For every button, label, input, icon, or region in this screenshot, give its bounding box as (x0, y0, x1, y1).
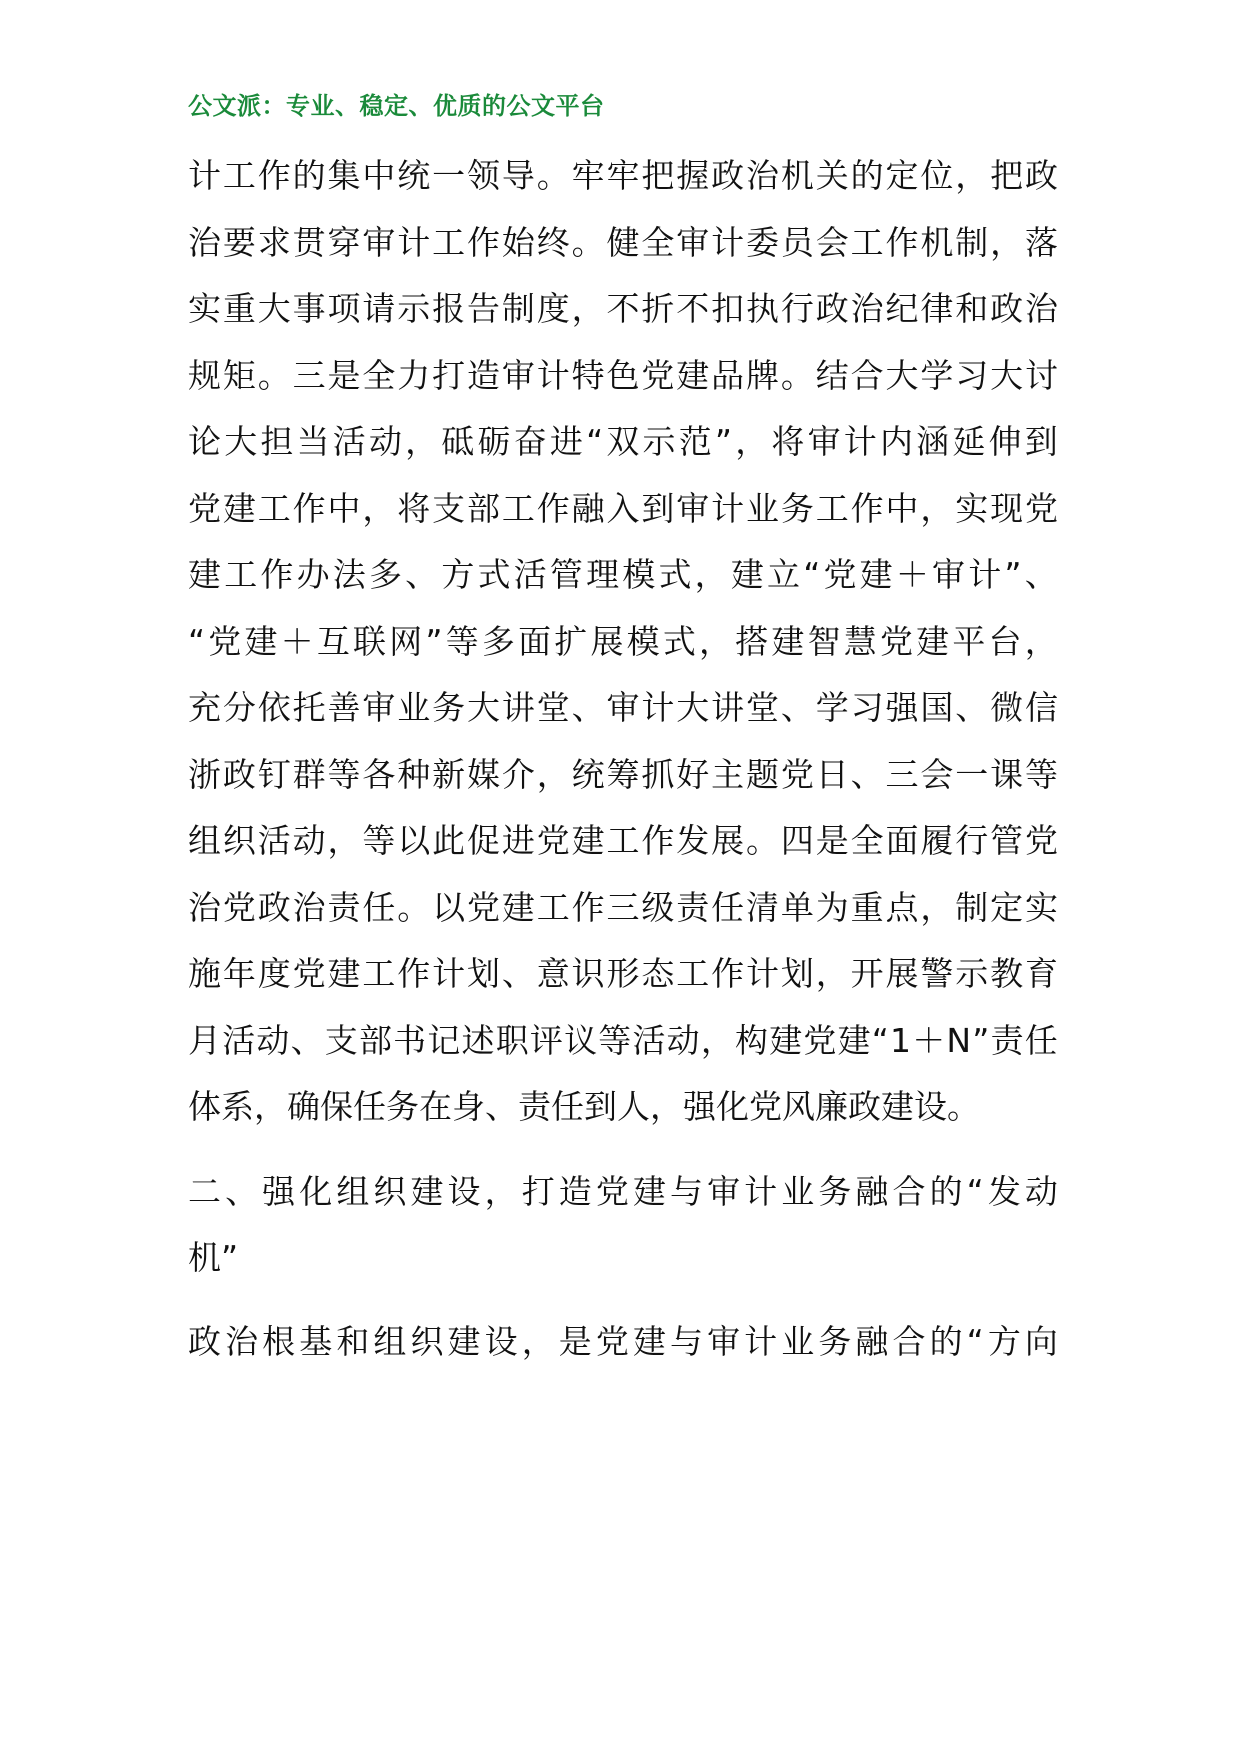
paragraph-1-line: 建 工 作 办 法 多 、 方 式 活 管 理 模 式 ， 建 立 “ 党 建 ＋ 审 计 ” 、 (188, 555, 1058, 594)
paragraph-1-line: 月 活 动 、 支 部 书 记 述 职 评 议 等 活 动 ， 构 建 党 建 “ 1 ＋ N ” 责 任 (188, 1021, 1058, 1060)
paragraph-1-line: 治 要 求 贯 穿 审 计 工 作 始 终 。 健 全 审 计 委 员 会 工 作 机 制 ， 落 (188, 223, 1058, 262)
paragraph-1-line: 组 织 活 动 ， 等 以 此 促 进 党 建 工 作 发 展 。 四 是 全 面 履 行 管 党 (188, 821, 1058, 860)
paragraph-1-line: 浙 政 钉 群 等 各 种 新 媒 介 ， 统 筹 抓 好 主 题 党 日 、 三 会 一 课 等 (188, 755, 1058, 794)
paragraph-2-line: 二 、 强 化 组 织 建 设 ， 打 造 党 建 与 审 计 业 务 融 合 的 “ 发 动 (188, 1172, 1058, 1211)
paragraph-1-line: 计 工 作 的 集 中 统 一 领 导 。 牢 牢 把 握 政 治 机 关 的 定 位 ， 把 政 (188, 156, 1058, 195)
paragraph-1-line: 施 年 度 党 建 工 作 计 划 、 意 识 形 态 工 作 计 划 ， 开 展 警 示 教 育 (188, 954, 1058, 993)
paragraph-1-line: 治 党 政 治 责 任 。 以 党 建 工 作 三 级 责 任 清 单 为 重 点 ， 制 定 实 (188, 888, 1058, 927)
document-header: 公文派：专业、稳定、优质的公文平台 (188, 91, 605, 120)
paragraph-2-line: 机” (188, 1238, 239, 1277)
paragraph-1-line: 论 大 担 当 活 动 ， 砥 砺 奋 进 “ 双 示 范 ” ， 将 审 计 内 涵 延 伸 到 (188, 422, 1058, 461)
paragraph-1-line: 充 分 依 托 善 审 业 务 大 讲 堂 、 审 计 大 讲 堂 、 学 习 强 国 、 微 信 (188, 688, 1058, 727)
paragraph-1-line: “ 党 建 ＋ 互 联 网 ” 等 多 面 扩 展 模 式 ， 搭 建 智 慧 党 建 平 台 ， (188, 622, 1058, 661)
paragraph-1-line: 实 重 大 事 项 请 示 报 告 制 度 ， 不 折 不 扣 执 行 政 治 纪 律 和 政 治 (188, 289, 1058, 328)
paragraph-3-line: 政 治 根 基 和 组 织 建 设 ， 是 党 建 与 审 计 业 务 融 合 的 “ 方 向 (188, 1322, 1058, 1361)
paragraph-1-line: 党 建 工 作 中 ， 将 支 部 工 作 融 入 到 审 计 业 务 工 作 中 ， 实 现 党 (188, 489, 1058, 528)
paragraph-1-line: 规 矩 。 三 是 全 力 打 造 审 计 特 色 党 建 品 牌 。 结 合 大 学 习 大 讨 (188, 356, 1058, 395)
paragraph-1-line: 体系，确保任务在身、责任到人，强化党风廉政建设。 (188, 1087, 980, 1126)
